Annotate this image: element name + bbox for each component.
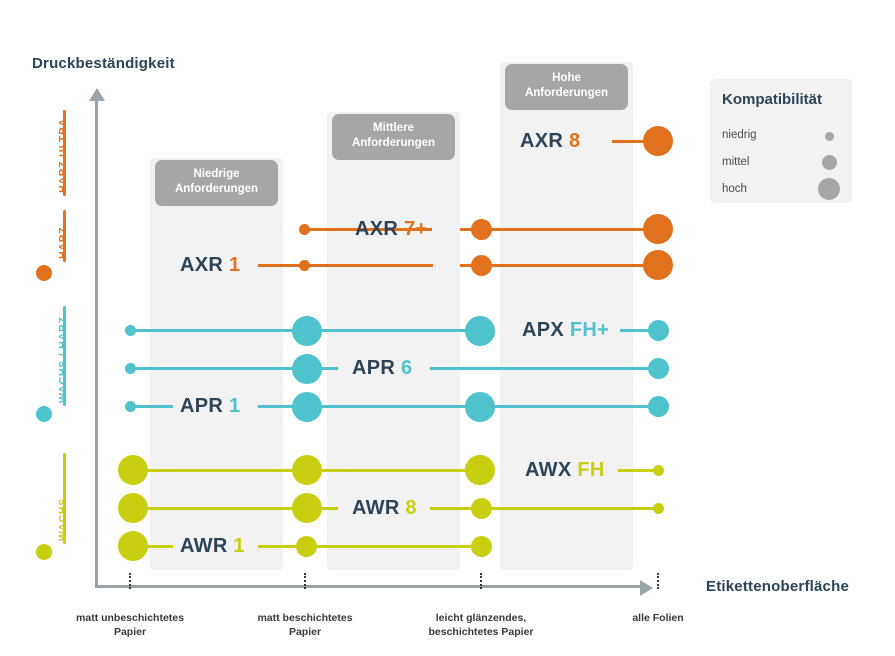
- x-axis-arrow-icon: [640, 580, 653, 596]
- x-tick-4: [657, 573, 659, 589]
- legend-item-niedrig: [722, 126, 840, 148]
- x-tick-1: [129, 573, 131, 589]
- x-axis-title: Etikettenoberfläche: [706, 578, 850, 595]
- dot-axr7plus-folien: [643, 214, 673, 244]
- x-tick-label-3-line1: leicht glänzendes,: [435, 612, 527, 624]
- category-label-wachs-harz: WACHS / HARZ: [57, 316, 69, 403]
- band-label-low-requirements: [155, 160, 278, 206]
- dot-axr7plus-matt-unbeschichtet: [299, 224, 310, 235]
- dot-apr1-glaenzend: [465, 392, 495, 422]
- band-label-medium-line2: Anforderungen: [351, 137, 436, 149]
- band-label-medium-line1: Mittlere: [373, 122, 414, 134]
- dot-awxfh-glaenzend: [465, 455, 495, 485]
- row-label-apr1-suffix: 1: [229, 395, 241, 417]
- row-label-axr7plus: [355, 218, 427, 241]
- row-label-apxfhplus-suffix: FH+: [569, 319, 610, 341]
- row-label-axr8: [520, 130, 580, 153]
- row-label-awr8: [352, 497, 417, 520]
- x-tick-label-2-line1: matt beschichtetes: [257, 612, 353, 624]
- dot-awr8-glaenzend: [471, 498, 492, 519]
- row-label-awxfh: [525, 459, 605, 482]
- row-line-apr6-b: [430, 367, 660, 370]
- category-label-wachs: WACHS: [57, 497, 69, 541]
- row-label-axr7plus-suffix: 7+: [404, 218, 428, 240]
- x-tick-label-3: [401, 611, 561, 639]
- category-label-harz-ultra: HARZ ULTRA: [57, 118, 69, 193]
- dot-awr1-matt-unbeschichtet: [118, 531, 148, 561]
- x-tick-3: [480, 573, 482, 589]
- dot-awxfh-matt-unbeschichtet: [118, 455, 148, 485]
- row-label-apr1: [180, 395, 240, 418]
- x-tick-label-1-line1: matt unbeschichtetes: [76, 612, 184, 624]
- dot-awr8-folien: [653, 503, 664, 514]
- band-label-high-requirements: [505, 64, 628, 110]
- row-label-awxfh-suffix: FH: [577, 459, 605, 481]
- row-label-awr1-prefix: AWR: [180, 535, 228, 557]
- dot-axr7plus-glaenzend: [471, 219, 492, 240]
- row-label-axr1-prefix: AXR: [180, 254, 224, 276]
- row-label-awr8-prefix: AWR: [352, 497, 400, 519]
- dot-awr8-matt-beschichtet: [292, 493, 322, 523]
- category-dot-wachs: [36, 544, 52, 560]
- row-label-apxfhplus-prefix: APX: [522, 319, 565, 341]
- row-label-awr1-suffix: 1: [233, 535, 245, 557]
- x-tick-label-3-line2: beschichtetes Papier: [428, 626, 534, 638]
- row-label-awxfh-prefix: AWX: [525, 459, 572, 481]
- band-label-high-line1: Hohe: [552, 72, 581, 84]
- row-label-awr8-suffix: 8: [405, 497, 417, 519]
- dot-apr1-matt-unbeschichtet: [125, 401, 136, 412]
- y-axis-line: [95, 100, 98, 586]
- dot-apxfhplus-glaenzend: [465, 316, 495, 346]
- dot-axr8-folien: [643, 126, 673, 156]
- dot-apxfhplus-folien: [648, 320, 669, 341]
- legend-label-mittel: mittel: [722, 156, 750, 168]
- row-label-apxfhplus: [522, 319, 609, 342]
- dot-axr1-glaenzend: [471, 255, 492, 276]
- row-line-axr1: [258, 264, 433, 267]
- dot-apr1-folien: [648, 396, 669, 417]
- legend-item-mittel: [722, 153, 840, 175]
- dot-apr6-folien: [648, 358, 669, 379]
- x-tick-label-1: [50, 611, 210, 639]
- dot-axr1-folien: [643, 250, 673, 280]
- y-axis-title: Druckbeständigkeit: [32, 55, 175, 72]
- band-label-low-line1: Niedrige: [193, 168, 240, 180]
- x-axis-line: [95, 585, 647, 588]
- y-axis-arrow-icon: [89, 88, 105, 101]
- legend-label-niedrig: niedrig: [722, 129, 757, 141]
- legend-dot-mittel: [822, 155, 837, 170]
- row-label-axr8-suffix: 8: [569, 130, 581, 152]
- row-label-axr7plus-prefix: AXR: [355, 218, 399, 240]
- row-label-apr1-prefix: APR: [180, 395, 224, 417]
- row-label-axr8-prefix: AXR: [520, 130, 564, 152]
- row-label-apr6: [352, 357, 412, 380]
- row-label-apr6-prefix: APR: [352, 357, 396, 379]
- x-tick-label-2-line2: Papier: [288, 626, 322, 638]
- legend: [710, 79, 852, 203]
- dot-apxfhplus-matt-beschichtet: [292, 316, 322, 346]
- category-dot-harz: [36, 265, 52, 281]
- band-label-low-line2: Anforderungen: [174, 183, 259, 195]
- legend-dot-niedrig: [825, 132, 834, 141]
- legend-dot-hoch: [818, 178, 840, 200]
- dot-apr6-matt-beschichtet: [292, 354, 322, 384]
- dot-awr8-matt-unbeschichtet: [118, 493, 148, 523]
- x-tick-2: [304, 573, 306, 589]
- dot-apr1-matt-beschichtet: [292, 392, 322, 422]
- dot-awr1-matt-beschichtet: [296, 536, 317, 557]
- dot-awxfh-folien: [653, 465, 664, 476]
- dot-awxfh-matt-beschichtet: [292, 455, 322, 485]
- category-dot-wachs-harz: [36, 406, 52, 422]
- row-label-axr1-suffix: 1: [229, 254, 241, 276]
- band-label-high-line2: Anforderungen: [524, 87, 609, 99]
- row-label-awr1: [180, 535, 245, 558]
- legend-item-hoch: [722, 180, 840, 202]
- x-tick-label-4: [578, 611, 738, 625]
- legend-title: Kompatibilität: [722, 91, 822, 108]
- dot-apr6-matt-unbeschichtet: [125, 363, 136, 374]
- row-line-awr1-b: [258, 545, 483, 548]
- dot-apxfhplus-matt-unbeschichtet: [125, 325, 136, 336]
- row-line-awxfh-b: [618, 469, 658, 472]
- dot-awr1-glaenzend: [471, 536, 492, 557]
- dot-axr1-matt-beschichtet: [299, 260, 310, 271]
- row-line-awr8-b: [430, 507, 660, 510]
- band-label-medium-requirements: [332, 114, 455, 160]
- category-label-harz: HARZ: [57, 226, 69, 259]
- x-tick-label-2: [225, 611, 385, 639]
- x-tick-label-4-line1: alle Folien: [632, 612, 684, 624]
- x-tick-label-1-line2: Papier: [113, 626, 147, 638]
- row-label-axr1: [180, 254, 240, 277]
- legend-label-hoch: hoch: [722, 183, 747, 195]
- row-label-apr6-suffix: 6: [401, 357, 413, 379]
